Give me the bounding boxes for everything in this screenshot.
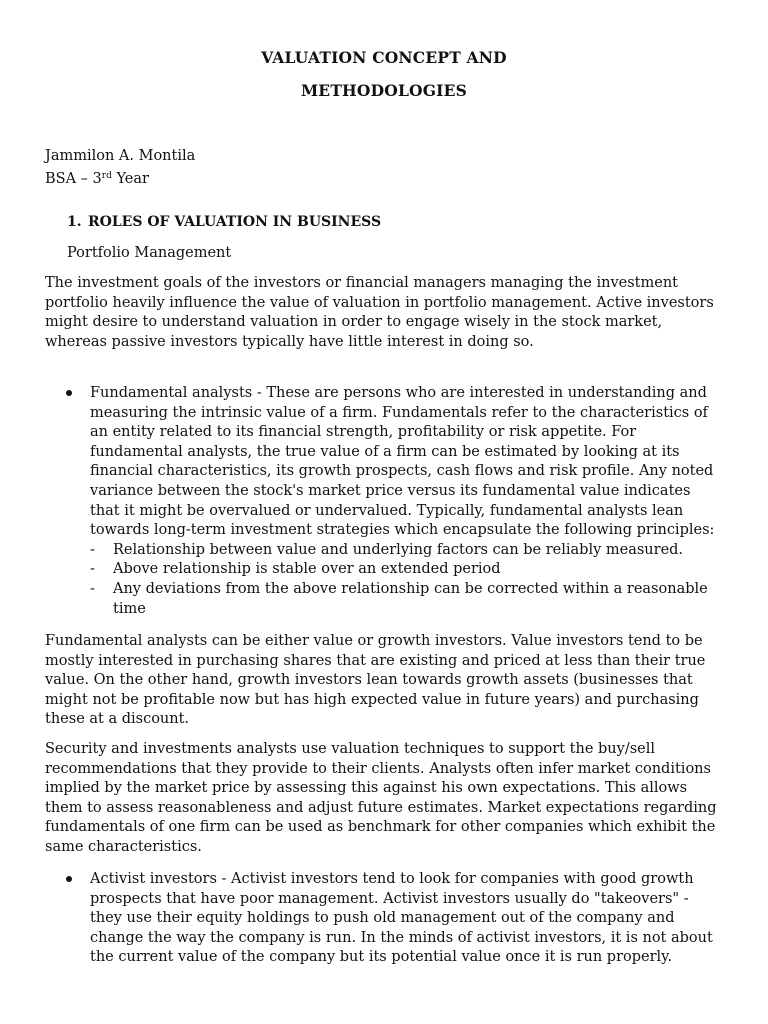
section-heading [67,214,381,230]
paragraph-fundamental-types-text: Fundamental analysts can be either value or growth investors. Value investors tend to be mostly interested in purchasing shares that are existing and priced at less than their true value. On the other hand, growth investors lean towards growth assets (businesses that might not be profitable now but has high expected value in future years) and purchasing these at a discount. [45,633,706,728]
section-heading-text: ROLES OF VALUATION IN BUSINESS [88,214,382,230]
section-number: 1. [67,214,82,230]
author-program [45,166,149,189]
list-item [90,560,723,580]
document-title-line-1: VALUATION CONCEPT AND [261,48,507,67]
principles-list [90,541,723,619]
author-year-suffix: rd [101,171,112,181]
dash-marker: - [90,580,95,597]
author-year-word: Year [111,171,149,187]
bullet-activist-investors [45,870,723,968]
principle-text-1: Relationship between value and underlying factors can be reliably measured. [113,541,684,558]
document-title-line-2: METHODOLOGIES [300,81,468,100]
bullet-fundamental-text: Fundamental analysts - These are persons who are interested in understanding and measuring the intrinsic value of a firm. Fundamentals refer to the characteristics of an entity related to its financial strength, profitability or risk appetite. For fundamental analysts, the true value of a firm can be estimated by looking at its financial characteristics, its growth prospects, cash flows and risk profile. Any noted variance between the stock's market price versus its fundamental value indicates that it might be overvalued or undervalued. Typically, fundamental analysts lean towards long-term investment strategies which encapsulate the following principles: [90,385,715,539]
paragraph-intro-text: The investment goals of the investors or financial managers managing the investment portfolio heavily influence the value of valuation in portfolio management. Active investors might desire to understand valuation in order to engage wisely in the stock market, whereas passive investors typically have little interest in doing so. [45,275,714,350]
author-name: Jammilon A. Montila [45,148,196,164]
bullet-dot-icon [66,876,74,884]
list-item [90,541,723,561]
paragraph-fundamental-types [45,632,723,730]
bullet-activist-text: Activist investors - Activist investors tend to look for companies with good growth prospects that have poor management. Activist investors usually do "takeovers" - they use their equity holdings to push old management out of the company and change the way the company is run. In the minds of activist investors, it is not about the current value of the company but its potential value once it is run properly. [90,871,713,966]
dash-marker: - [90,561,95,578]
principle-text-3: Any deviations from the above relationship can be corrected within a reasonable time [113,580,708,617]
list-item [90,580,723,619]
author-program-text: BSA – 3 [45,171,102,187]
paragraph-intro [45,274,723,352]
subheading-portfolio-management: Portfolio Management [67,245,232,261]
dash-marker: - [90,541,95,558]
principle-text-2: Above relationship is stable over an extended period [113,561,501,578]
paragraph-security-analysts [45,740,723,858]
paragraph-security-analysts-text: Security and investments analysts use valuation techniques to support the buy/sell recommendations that they provide to their clients. Analysts often infer market conditions implied by the market price by assessing this against his own expectations. This allows them to assess reasonableness and adjust future estimates. Market expectations regarding fundamentals of one firm can be used as benchmark for other companies which exhibit the same characteristics. [45,741,717,855]
bullet-fundamental-analysts [45,384,723,619]
bullet-dot-icon [66,390,74,398]
